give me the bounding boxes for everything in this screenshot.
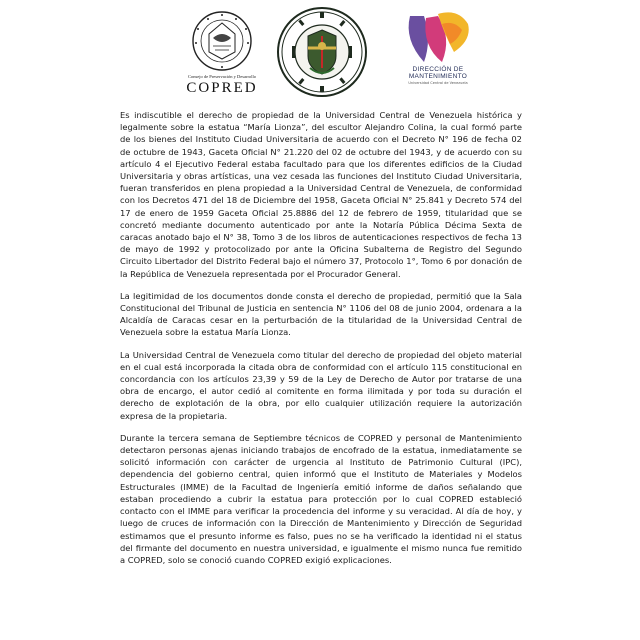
paragraph-legitimacy: La legitimidad de los documentos donde consta el derecho de propiedad, permitió que la Sala Constitucional del Tribunal de Justicia en sentencia N° 1106 del 08 de junio 2004, ordenara a la Alcaldía de Caracas cesar en la perturbación de la titularidad de la Universidad Central de Venezuela sobre la estatua María Lionza. <box>120 290 522 338</box>
letterhead <box>0 0 640 108</box>
ucv-seal-logo <box>276 6 368 98</box>
mantenimiento-subtitle: Universidad Central de Venezuela <box>408 81 468 85</box>
copred-logo <box>178 10 266 106</box>
mantenimiento-logo <box>390 10 486 106</box>
paragraph-copyright: La Universidad Central de Venezuela como titular del derecho de propiedad del objeto material en el cual está incorporada la citada obra de conformidad con el artículo 115 constitucional en concordancia con los artículos 23,39 y 59 de la Ley de Derecho de Autor por tratarse de una obra de encargo, el autor cedió al comitente en forma ilimitada y por toda su duración el derecho de explotación de la obra, por ello cualquier utilización requiere la autorización expresa de la propietaria. <box>120 349 522 421</box>
document-body <box>120 109 522 576</box>
mantenimiento-emblem-icon <box>402 10 474 66</box>
mantenimiento-title-line2: MANTENIMIENTO <box>408 73 468 80</box>
mantenimiento-title-line1: DIRECCIÓN DE <box>412 66 464 73</box>
copred-subtitle: Consejo de Preservación y Desarrollo <box>188 74 256 79</box>
copred-seal-icon <box>191 10 253 72</box>
paragraph-incident: Durante la tercera semana de Septiembre técnicos de COPRED y personal de Mantenimiento detectaron personas ajenas iniciando trabajos de encofrado de la estatua, inmediatamente se solicitó información con carácter de urgencia al Instituto de Patrimonio Cultural (IPC), dependencia del gobierno central, quien informó que el Instituto de Materiales y Modelos Estructurales (IMME) de la Facultad de Ingeniería emitió informe de daños señalando que estaban procediendo a cubrir la estatua para protección por lo cual COPRED estableció contacto con el IMME para verificar la procedencia del informe y su veracidad. Al día de hoy, y luego de cruces de información con la Dirección de Mantenimiento y Dirección de Seguridad estimamos que el presunto informe es falso, pues no se ha verificado la identidad ni el status del firmante del documento en nuestra universidad, e igualmente el mismo nunca fue remitido a COPRED, solo se conoció cuando COPRED exigió explicaciones. <box>120 432 522 565</box>
paragraph-ownership: Es indiscutible el derecho de propiedad de la Universidad Central de Venezuela histórica y legalmente sobre la estatua “María Lionza”, del escultor Alejandro Colina, la cual formó parte de los bienes del Instituto Ciudad Universitaria de acuerdo con el Decreto N° 196 de fecha 02 de octubre de 1943, Gaceta Oficial N° 21.220 del 02 de octubre del 1943, y de acuerdo con su artículo 4 el Ejecutivo Federal estaba facultado para que los diferentes edificios de la Ciudad Universitaria y obras artísticas, una vez cesada las funciones del Instituto Ciudad Universitaria, fueran transferidos en plena propiedad a la Universidad Central de Venezuela, de conformidad con los Decretos 471 del 18 de Diciembre del 1958, Gaceta Oficial N° 25.841 y Decreto 574 del 17 de enero de 1959 Gaceta Oficial 25.8886 del 12 de febrero de 1959, titularidad que se concretó mediante documento autenticado por ante la Notaría Pública Décima Sexta de caracas anotado bajo el N° 38, Tomo 3 de los libros de autenticaciones respectivos de fecha 13 de mayo de 1992 y protocolizado por ante la Oficina Subalterna de Registro del Segundo Circuito Libertador del Distrito Federal bajo el número 37, Protocolo 1°, Tomo 6 por donación de la República de Venezuela representada por el Procurador General. <box>120 110 522 279</box>
copred-name: COPRED <box>186 80 258 96</box>
university-seal-icon <box>276 6 368 98</box>
